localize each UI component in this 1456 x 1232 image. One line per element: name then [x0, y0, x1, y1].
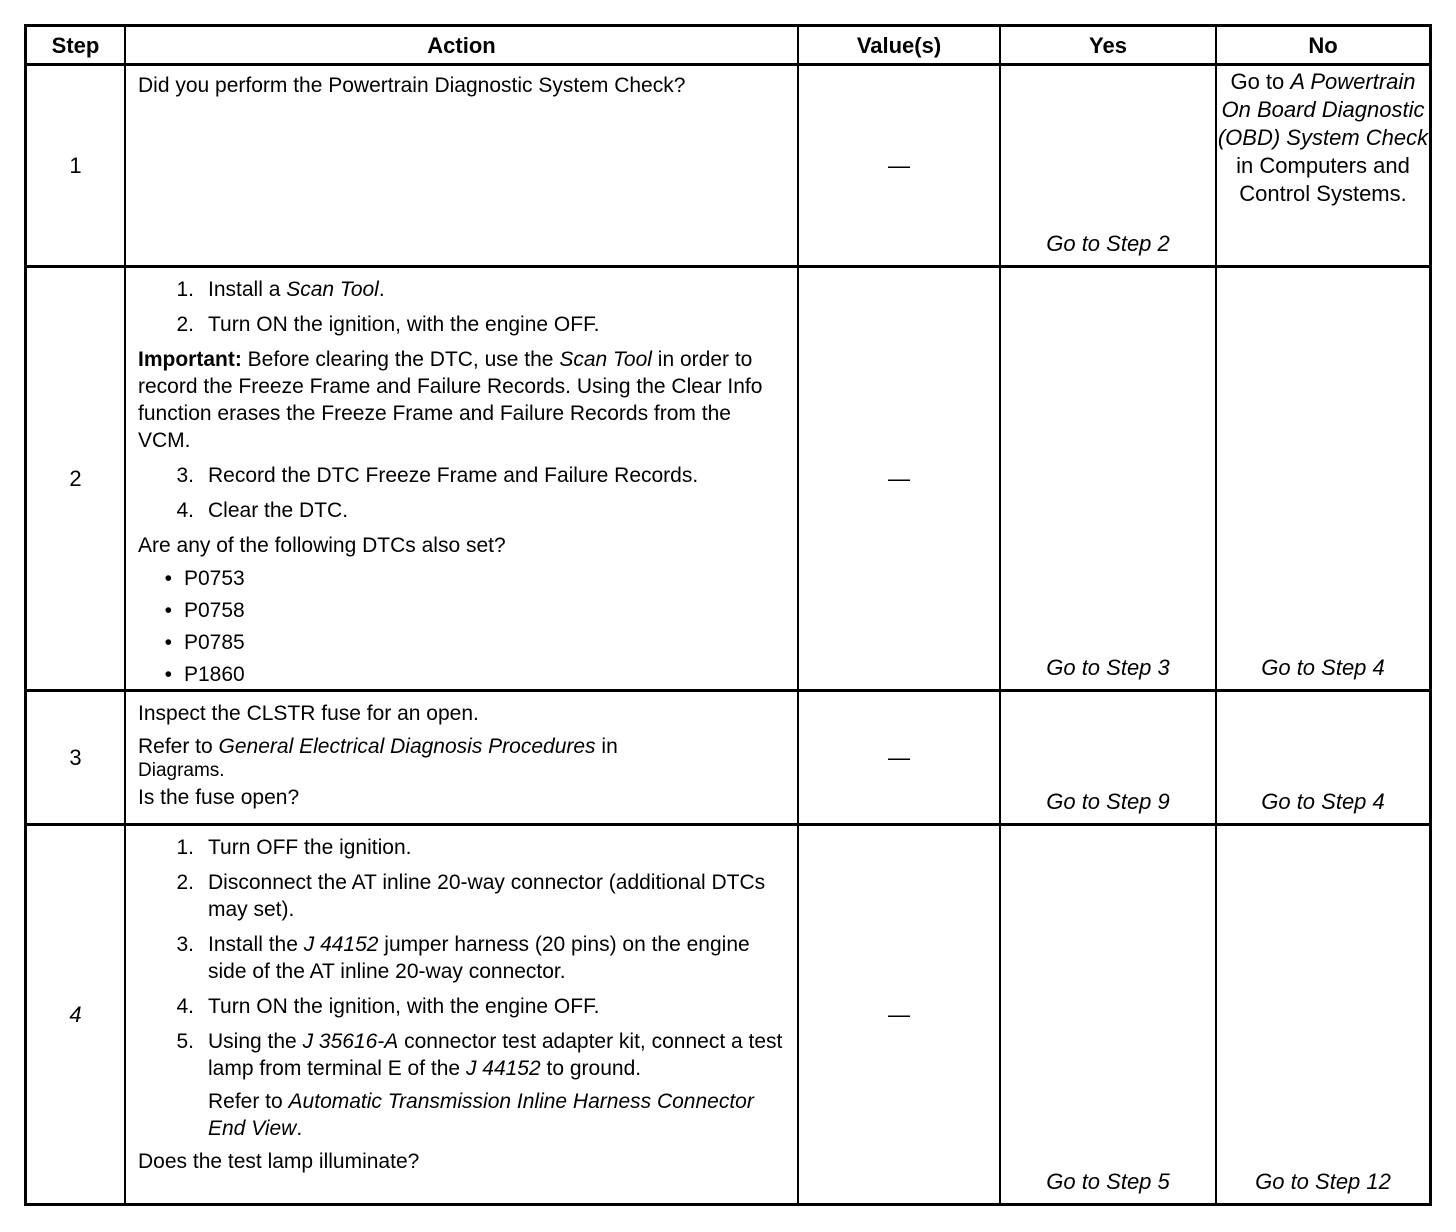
header-action: Action — [427, 33, 496, 58]
value-cell: — — [888, 1002, 910, 1027]
list-item: 3. Install the J 44152 jumper harness (20 pins) on the engine side of the AT inline 20-way connector. — [176, 933, 750, 983]
no-cell — [1217, 66, 1429, 265]
step-number: 2 — [69, 466, 82, 491]
diagnostic-table — [24, 24, 1432, 1206]
refer-text: Refer to Automatic Transmission Inline Harness Connector End View. — [208, 1090, 754, 1140]
question: Does the test lamp illuminate? — [138, 1150, 420, 1173]
list-item: 2. Disconnect the AT inline 20-way connector (additional DTCs may set). — [176, 871, 766, 921]
value-cell: — — [888, 466, 910, 491]
header-yes: Yes — [1089, 33, 1127, 58]
action-cell — [126, 826, 797, 1203]
list-item: 1. Turn OFF the ignition. — [176, 836, 412, 859]
no-goto: Go to — [1230, 69, 1285, 94]
dtc-item: • P1860 — [164, 663, 245, 686]
yes-cell: Go to Step 5 — [1046, 1169, 1170, 1194]
no-cell: Go to Step 4 — [1261, 655, 1385, 680]
step-number: 4 — [69, 1002, 82, 1027]
step-number: 1 — [69, 153, 82, 178]
important-note: Important: Before clearing the DTC, use the Scan Tool in order to record the Freeze Frame and Failure Records. Using the Clear Info function erases the Freeze Frame and Failure Records from the VCM. — [138, 348, 763, 452]
question: Is the fuse open? — [138, 786, 300, 809]
refer-text: Refer to General Electrical Diagnosis Procedures in — [138, 735, 618, 758]
question: Are any of the following DTCs also set? — [138, 534, 506, 557]
action-text: Inspect the CLSTR fuse for an open. — [138, 702, 479, 725]
value-cell: — — [888, 153, 910, 178]
list-item: 2. Turn ON the ignition, with the engine OFF. — [176, 313, 600, 336]
no-in: in — [1236, 153, 1254, 178]
action-text: Did you perform the Powertrain Diagnostic System Check? — [138, 74, 686, 97]
action-cell — [126, 268, 797, 689]
no-ref: Computers and Control Systems. — [1239, 153, 1410, 206]
action-cell — [126, 692, 797, 823]
dtc-item: • P0753 — [164, 567, 245, 590]
header-step: Step — [51, 33, 100, 58]
step-number: 3 — [69, 745, 82, 770]
value-cell: — — [888, 745, 910, 770]
yes-cell: Go to Step 3 — [1046, 655, 1170, 680]
header-no: No — [1308, 33, 1338, 58]
yes-cell: Go to Step 9 — [1046, 789, 1170, 814]
list-item: 3. Record the DTC Freeze Frame and Failure Records. — [176, 464, 699, 487]
no-link: A Powertrain On Board Diagnostic (OBD) System Check — [1217, 69, 1429, 150]
list-item: 4. Clear the DTC. — [176, 499, 349, 522]
header-values: Value(s) — [856, 33, 942, 58]
no-cell: Go to Step 12 — [1255, 1169, 1391, 1194]
list-item: 5. Using the J 35616-A connector test adapter kit, connect a test lamp from terminal E of the J 44152 to ground. — [176, 1030, 783, 1080]
list-item: 1. Install a Scan Tool. — [176, 278, 385, 301]
dtc-item: • P0758 — [164, 599, 245, 622]
no-cell: Go to Step 4 — [1261, 789, 1385, 814]
refer-where: Diagrams. — [138, 760, 225, 781]
list-item: 4. Turn ON the ignition, with the engine OFF. — [176, 995, 600, 1018]
yes-cell: Go to Step 2 — [1046, 231, 1170, 256]
action-cell — [126, 66, 797, 265]
dtc-item: • P0785 — [164, 631, 245, 654]
